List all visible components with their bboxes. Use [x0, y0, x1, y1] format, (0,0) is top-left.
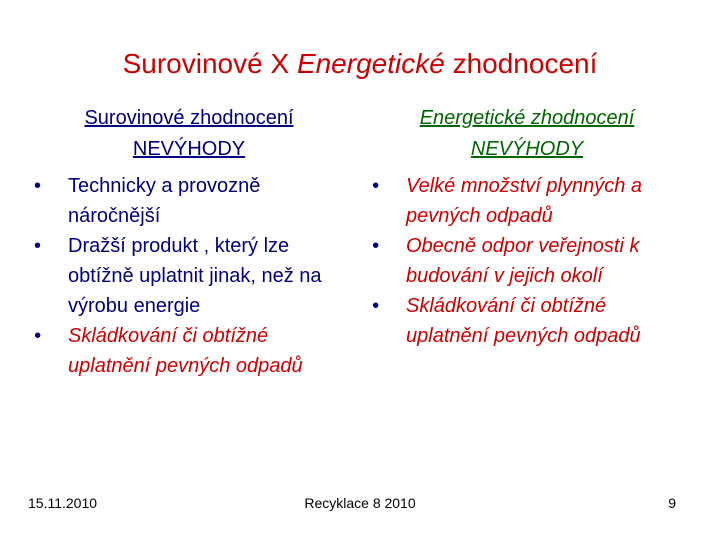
right-bullet-item: • Skládkování či obtížné uplatnění pevných odpadů [362, 291, 692, 351]
left-heading [24, 103, 354, 165]
right-column [362, 103, 692, 351]
right-bullet-list [362, 171, 692, 351]
left-column [24, 103, 354, 381]
slide-title-italic: Energetické [296, 48, 445, 79]
slide-title-plain: Surovinové X [122, 48, 297, 79]
left-bullet-list [24, 171, 354, 381]
right-bullet-item: • Obecně odpor veřejnosti k budování v jejich okolí [362, 231, 692, 291]
left-bullet-item: • Dražší produkt , který lze obtížně uplatnit jinak, než na výrobu energie [24, 231, 354, 321]
right-heading-line1: Energetické zhodnocení [419, 107, 635, 129]
right-heading-line2: NEVÝHODY [470, 138, 584, 160]
page-number: 9 [668, 495, 676, 511]
right-heading [362, 103, 692, 165]
slide-title-tail: zhodnocení [444, 48, 598, 79]
left-bullet-item: • Technicky a provozně náročnější [24, 171, 354, 231]
right-bullet-item: • Velké množství plynných a pevných odpadů [362, 171, 692, 231]
slide-title [0, 46, 720, 82]
footer-date: 15.11.2010 [28, 495, 98, 511]
left-bullet-item: • Skládkování či obtížné uplatnění pevných odpadů [24, 321, 354, 381]
footer-center-text: Recyklace 8 2010 [304, 495, 416, 511]
left-heading-line2: NEVÝHODY [132, 138, 246, 160]
left-heading-line1: Surovinové zhodnocení [84, 107, 294, 129]
